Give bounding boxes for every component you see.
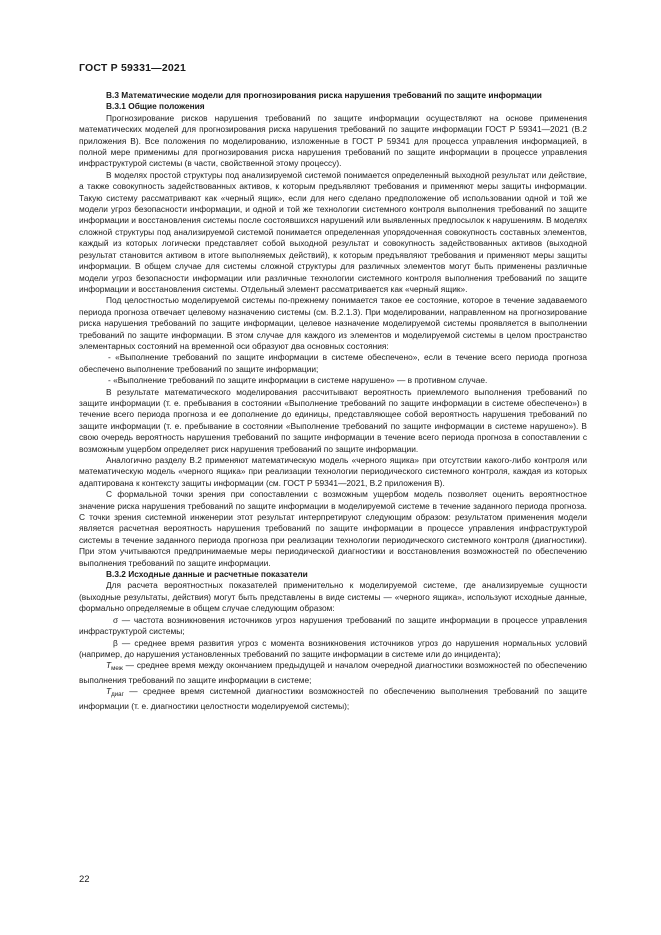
definition-t-mezh xyxy=(79,660,587,686)
definition-text: — среднее время между окончанием предыдущей и началом очередной диагностики возможностей по обеспечению выполнения требований по защите информации в системе; xyxy=(79,660,587,685)
paragraph: Для расчета вероятностных показателей применительно к моделируемой системе, где анализируемые сущности (выходные результаты, действия) могут быть представлены в виде системы — «черного ящика», используют исходные данные, формально определяемые в общем случае следующим образом: xyxy=(79,580,587,614)
paragraph: Под целостностью моделируемой системы по-прежнему понимается такое ее состояние, которое в течение задаваемого периода прогноза отвечает целевому назначению системы (см. В.2.1.3). При моделировании, направленном на прогнозирование риска нарушения требований по защите информации, целевое назначение моделируемой системы проявляется в выполнении требований по защите информации. В этом случае для каждого из элементов и моделируемой системы в целом пространство элементарных состояний на временной оси образуют два основных состояния: xyxy=(79,295,587,351)
section-title: В.3 Математические модели для прогнозирования риска нарушения требований по защите информации xyxy=(106,90,542,100)
definition-t-diag xyxy=(79,686,587,712)
paragraph: В результате математического моделирования рассчитывают вероятность приемлемого выполнения требований по защите информации (т. е. пребывания в состоянии «Выполнение требований по защите информации в системе обеспечено») в течение всего периода прогноза и ее дополнение до единицы, представляющее собой вероятность нарушения требований по защите информации (т. е. пребывание в состоянии «Выполнение требований по защите информации в системе нарушено»). В свою очередь вероятность нарушения требований по защите информации в течение всего периода прогноза в сопоставлении с возможным ущербом определяет риск нарушения требований по защите информации. xyxy=(79,386,587,454)
page-body xyxy=(79,90,587,712)
definition-beta: β — среднее время развития угроз с момента возникновения источников угроз до нарушения нормальных условий (например, до нарушения установленных требований по защите информации в системе или до инцидента); xyxy=(79,637,587,659)
paragraph: Аналогично разделу В.2 применяют математическую модель «черного ящика» при отсутствии какого-либо контроля или математическую модель «черного ящика» при реализации технологии периодического системного контроля, каждая из которых адаптирована к контексту защиты информации (см. ГОСТ Р 59341—2021, В.2 приложения В). xyxy=(79,455,587,488)
definition-text: — среднее время системной диагностики возможностей по обеспечению выполнения требований по защите информации (т. е. диагностики целостности моделируемой системы); xyxy=(79,686,587,711)
definition-sigma: σ — частота возникновения источников угроз нарушения требований по защите информации в процессе управления инфраструктурой системы; xyxy=(79,614,587,637)
symbol-t: T xyxy=(106,686,112,697)
standard-designation: ГОСТ Р 59331—2021 xyxy=(79,62,187,74)
list-item: - «Выполнение требований по защите информации в системе обеспечено», если в течение всего периода прогноза обеспечено выполнение требований по защите информации; xyxy=(79,352,587,374)
list-item: - «Выполнение требований по защите информации в системе нарушено» — в противном случае. xyxy=(108,375,488,386)
symbol-subscript: меж xyxy=(111,665,123,673)
symbol-t: T xyxy=(106,660,112,671)
symbol-subscript: диаг xyxy=(111,691,124,699)
subsection-title-general: В.3.1 Общие положения xyxy=(106,101,205,112)
paragraph: Прогнозирование рисков нарушения требований по защите информации осуществляют на основе применения математических моделей для прогнозирования риска нарушения требований по защите информации ГОСТ Р 59341—2021 (В.2 приложения В). Все положения по моделированию, изложенные в ГОСТ Р 59341 для процесса управления информацией, в полной мере применимы для прогнозирования риска нарушения требований по защите информации в процессе управления инфраструктурой системы (в части, свойственной этому процессу). xyxy=(79,112,587,169)
paragraph: С формальной точки зрения при сопоставлении с возможным ущербом модель позволяет оценить вероятностное значение риска нарушения требований по защите информации в моделируемой системе в течение заданного периода прогноза. С точки зрения системной инженерии этот результат интерпретируют следующим образом: результатом применения модели является расчетная вероятность нарушения требований по защите информации в процессе управления инфраструктурой системы в течение заданного периода прогноза при реализации технологии периодического системного контроля (диагностики). При этом учитываются предпринимаемые меры периодической диагностики и восстановления возможностей по обеспечению выполнения требований по защите информации. xyxy=(79,489,587,568)
subsection-title-input-data: В.3.2 Исходные данные и расчетные показатели xyxy=(106,569,308,580)
page-number: 22 xyxy=(79,874,90,885)
paragraph: В моделях простой структуры под анализируемой системой понимается определенный выходной результат или действие, а также совокупность задействованных активов, к которым предъявляют требования и применяют меры защиты информации. Такую систему рассматривают как «черный ящик», если для него сделано предположение об использовании одной и той же модели угроз безопасности информации, и одной и той же технологии системного контроля выполнения требований по защите информации и восстановления системы после состоявшихся нарушений или выявленных предпосылок к нарушениям. В моделях сложной структуры под анализируемой системой понимается определенная упорядоченная совокупность составных элементов, каждый из которых логически представляет собой выходной результат и совокупность задействованных активов (выходной результат становится активом в итоге выполняемых действий), к которым предъявляют требования и применяют меры защиты информации. В общем случае для системы сложной структуры для различных элементов могут быть применены различные модели угроз безопасности информации или различные технологии системного контроля выполнения требований по защите информации и восстановления системы. Отдельный элемент рассматривается как «черный ящик». xyxy=(79,169,587,294)
